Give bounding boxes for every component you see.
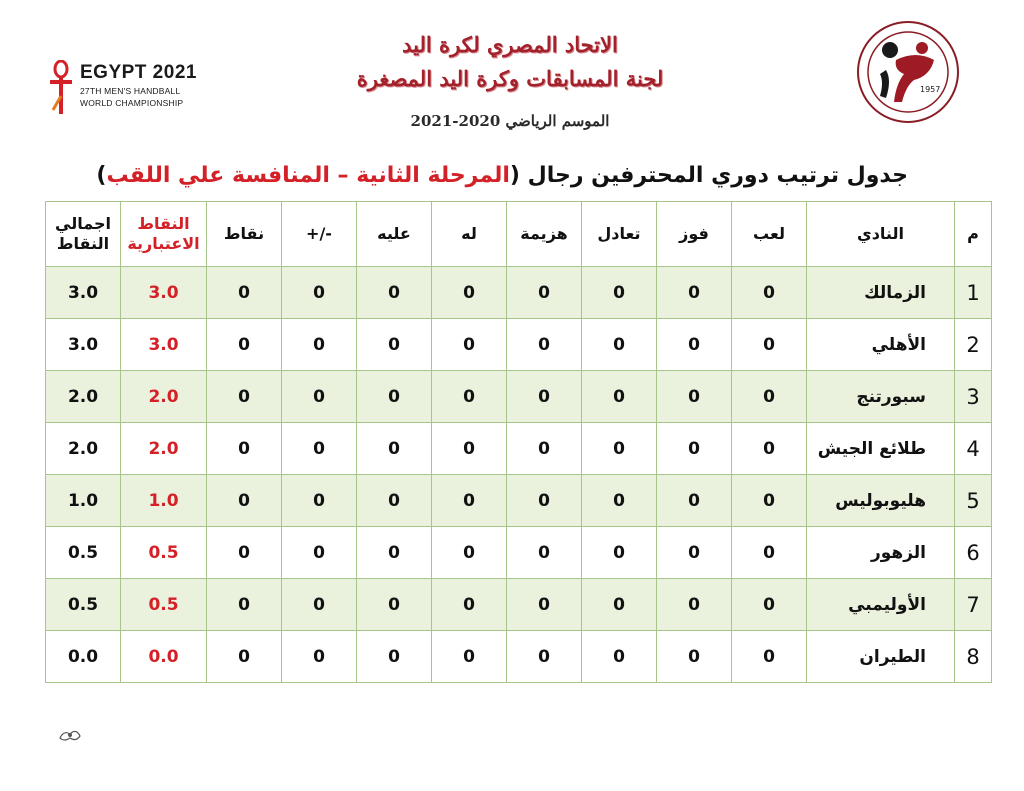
cell-goal-diff: 0 (282, 579, 357, 631)
cell-won: 0 (657, 319, 732, 371)
cell-lost: 0 (507, 631, 582, 683)
cell-bonus-points: 1.0 (121, 475, 207, 527)
seal-year: 1957 (920, 85, 941, 94)
committee-name: لجنة المسابقات وكرة اليد المصغرة (356, 66, 664, 91)
cell-club: الزمالك (807, 267, 955, 319)
cell-club: سبورتنج (807, 371, 955, 423)
table-row (46, 423, 992, 475)
cell-draw: 0 (582, 579, 657, 631)
cell-goals-for: 0 (432, 267, 507, 319)
cell-lost: 0 (507, 527, 582, 579)
cell-idx: 7 (955, 579, 992, 631)
egypt-logo-subtitle-1: 27TH MEN'S HANDBALL (80, 86, 181, 96)
cell-idx: 1 (955, 267, 992, 319)
cell-club: الأهلي (807, 319, 955, 371)
cell-goals-for: 0 (432, 579, 507, 631)
cell-bonus-points: 0.5 (121, 579, 207, 631)
federation-seal-logo (856, 20, 960, 124)
egypt-logo-subtitle-2: WORLD CHAMPIONSHIP (80, 98, 184, 108)
cell-lost: 0 (507, 475, 582, 527)
egypt-logo-title: EGYPT 2021 (80, 62, 197, 83)
cell-idx: 5 (955, 475, 992, 527)
cell-bonus-points: 2.0 (121, 371, 207, 423)
cell-points: 0 (207, 423, 282, 475)
cell-idx: 3 (955, 371, 992, 423)
cell-club: هليوبوليس (807, 475, 955, 527)
cell-played: 0 (732, 371, 807, 423)
cell-won: 0 (657, 579, 732, 631)
header-goals-for: له (432, 202, 507, 267)
header-total-points: اجمالي النقاط (46, 202, 121, 267)
cell-total-points: 2.0 (46, 423, 121, 475)
cell-idx: 6 (955, 527, 992, 579)
cell-total-points: 3.0 (46, 267, 121, 319)
cell-goal-diff: 0 (282, 423, 357, 475)
cell-total-points: 1.0 (46, 475, 121, 527)
cell-goals-against: 0 (357, 631, 432, 683)
table-row (46, 527, 992, 579)
cell-idx: 8 (955, 631, 992, 683)
cell-played: 0 (732, 267, 807, 319)
cell-total-points: 3.0 (46, 319, 121, 371)
cell-points: 0 (207, 475, 282, 527)
header-goals-against: عليه (357, 202, 432, 267)
cell-played: 0 (732, 527, 807, 579)
cell-goals-for: 0 (432, 631, 507, 683)
cell-played: 0 (732, 475, 807, 527)
table-row (46, 475, 992, 527)
cell-played: 0 (732, 423, 807, 475)
cell-bonus-points: 0.0 (121, 631, 207, 683)
season-label: الموسم الرياضي 2020-2021 (410, 112, 610, 130)
federation-name: الاتحاد المصري لكرة اليد (402, 32, 618, 57)
header-points: نقاط (207, 202, 282, 267)
cell-goal-diff: 0 (282, 475, 357, 527)
cell-goals-against: 0 (357, 527, 432, 579)
cell-won: 0 (657, 631, 732, 683)
cell-bonus-points: 3.0 (121, 319, 207, 371)
cell-total-points: 0.5 (46, 579, 121, 631)
cell-idx: 2 (955, 319, 992, 371)
cell-draw: 0 (582, 631, 657, 683)
table-row (46, 319, 992, 371)
cell-club: الأوليمبي (807, 579, 955, 631)
title-main: جدول ترتيب دوري المحترفين رجال ( (509, 163, 908, 188)
cell-draw: 0 (582, 423, 657, 475)
title-close: ) (96, 163, 107, 188)
cell-goals-for: 0 (432, 527, 507, 579)
cell-goal-diff: 0 (282, 371, 357, 423)
cell-draw: 0 (582, 527, 657, 579)
cell-bonus-points: 3.0 (121, 267, 207, 319)
ankh-handball-icon (48, 60, 74, 116)
cell-goals-for: 0 (432, 319, 507, 371)
cell-bonus-points: 0.5 (121, 527, 207, 579)
cell-goals-against: 0 (357, 475, 432, 527)
header-idx: م (955, 202, 992, 267)
cell-won: 0 (657, 527, 732, 579)
cell-club: طلائع الجيش (807, 423, 955, 475)
cell-lost: 0 (507, 579, 582, 631)
table-header-row (46, 202, 992, 267)
cell-won: 0 (657, 371, 732, 423)
decorative-ornament-icon (58, 726, 82, 744)
header-won: فوز (657, 202, 732, 267)
cell-draw: 0 (582, 371, 657, 423)
table-row (46, 579, 992, 631)
header-draw: تعادل (582, 202, 657, 267)
cell-goal-diff: 0 (282, 631, 357, 683)
cell-goal-diff: 0 (282, 319, 357, 371)
cell-won: 0 (657, 423, 732, 475)
cell-total-points: 0.0 (46, 631, 121, 683)
table-row (46, 371, 992, 423)
cell-lost: 0 (507, 319, 582, 371)
cell-points: 0 (207, 319, 282, 371)
cell-draw: 0 (582, 267, 657, 319)
cell-played: 0 (732, 631, 807, 683)
cell-draw: 0 (582, 319, 657, 371)
cell-goals-against: 0 (357, 371, 432, 423)
title-highlight: المرحلة الثانية – المنافسة علي اللقب (106, 163, 510, 188)
cell-lost: 0 (507, 423, 582, 475)
cell-goals-against: 0 (357, 319, 432, 371)
cell-goals-against: 0 (357, 267, 432, 319)
cell-goals-for: 0 (432, 475, 507, 527)
cell-club: الطيران (807, 631, 955, 683)
header-played: لعب (732, 202, 807, 267)
handball-player-seal-icon (856, 20, 960, 124)
cell-total-points: 0.5 (46, 527, 121, 579)
cell-draw: 0 (582, 475, 657, 527)
cell-points: 0 (207, 267, 282, 319)
header-lost: هزيمة (507, 202, 582, 267)
cell-goal-diff: 0 (282, 527, 357, 579)
cell-goal-diff: 0 (282, 267, 357, 319)
cell-goals-for: 0 (432, 371, 507, 423)
cell-idx: 4 (955, 423, 992, 475)
cell-won: 0 (657, 267, 732, 319)
cell-points: 0 (207, 371, 282, 423)
cell-total-points: 2.0 (46, 371, 121, 423)
egypt-2021-logo (48, 58, 198, 118)
cell-lost: 0 (507, 267, 582, 319)
header-goal-diff: -/+ (282, 202, 357, 267)
cell-won: 0 (657, 475, 732, 527)
cell-goals-against: 0 (357, 423, 432, 475)
standings-table (45, 201, 992, 683)
header-club: النادي (807, 202, 955, 267)
cell-lost: 0 (507, 371, 582, 423)
cell-bonus-points: 2.0 (121, 423, 207, 475)
table-row (46, 631, 992, 683)
cell-club: الزهور (807, 527, 955, 579)
table-row (46, 267, 992, 319)
header-bonus-points: النقاط الاعتبارية (121, 202, 207, 267)
cell-points: 0 (207, 527, 282, 579)
cell-goals-for: 0 (432, 423, 507, 475)
cell-goals-against: 0 (357, 579, 432, 631)
cell-played: 0 (732, 319, 807, 371)
cell-points: 0 (207, 579, 282, 631)
standings-title (96, 163, 908, 188)
cell-points: 0 (207, 631, 282, 683)
cell-played: 0 (732, 579, 807, 631)
